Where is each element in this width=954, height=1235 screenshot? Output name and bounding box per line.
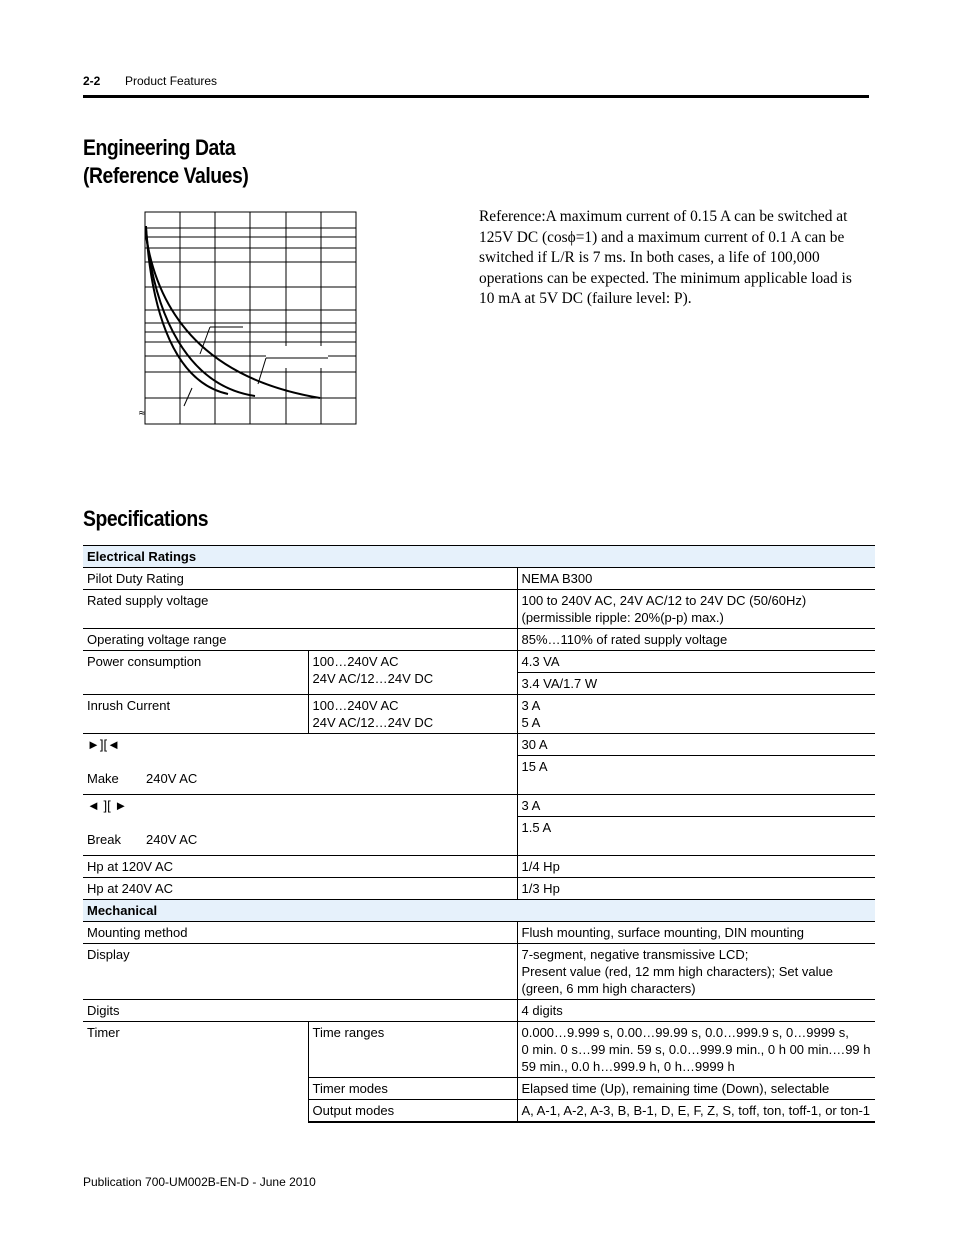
row-value: Elapsed time (Up), remaining time (Down), selectable [517,1078,875,1100]
row-label: Hp at 120V AC [83,856,517,878]
table-row [83,734,875,756]
row-value: 4.3 VA [517,651,875,673]
row-value: 100 to 240V AC, 24V AC/12 to 24V DC (50/60Hz) (permissible ripple: 20%(p-p) max.) [517,590,875,629]
page-number: 2-2 [83,74,101,88]
engineering-heading-line2: (Reference Values) [83,163,249,188]
row-value [517,695,875,734]
table-row [83,568,875,590]
category-title: Electrical Ratings [83,546,875,568]
row-value: 1.5 A [517,817,875,856]
break-cell [83,795,517,856]
sub-line: 24V AC/12…24V DC [312,715,434,730]
table-row [83,856,875,878]
category-mechanical [83,900,875,922]
reference-paragraph: Reference:A maximum current of 0.15 A can be switched at 125V DC (cosϕ=1) and a maximum current of 0.1 A can be switched if L/R is 7 ms. In both cases, a life of 100,000 operations can be expected. The minimum applicable load is 10 mA at 5V DC (failure level: P). [479,208,852,307]
sub-line: 100…240V AC [312,698,399,713]
row-label: Mounting method [83,922,517,944]
table-row [83,651,875,673]
row-value: 3 A [517,795,875,817]
specifications-heading: Specifications [83,506,209,531]
row-label: Inrush Current [83,695,308,734]
value-line: 7-segment, negative transmissive LCD; [521,947,749,962]
spec-table [83,545,875,1123]
sub-line: 100…240V AC [312,654,399,669]
row-sublabel: Time ranges [308,1022,517,1078]
row-sublabel: Output modes [308,1100,517,1123]
engineering-chart [138,206,360,430]
row-value: 30 A [517,734,875,756]
row-sublabel [308,651,517,695]
sub-line: 24V AC/12…24V DC [312,671,434,686]
section-title: Product Features [125,74,218,88]
row-value: 3.4 VA/1.7 W [517,673,875,695]
make-label: Make [87,771,119,786]
row-sublabel: Timer modes [308,1078,517,1100]
category-title: Mechanical [83,900,875,922]
row-label: Rated supply voltage [83,590,517,629]
row-label: Operating voltage range [83,629,517,651]
category-electrical [83,546,875,568]
engineering-heading [83,134,248,190]
table-row [83,695,875,734]
row-label: Hp at 240V AC [83,878,517,900]
table-row [83,922,875,944]
value-line: 0.000…9.999 s, 0.00…99.99 s, 0.0…999.9 s, 0…9999 s, [521,1025,849,1040]
break-label: Break [87,832,121,847]
row-value: 15 A [517,756,875,795]
row-label: Display [83,944,517,1000]
table-row [83,944,875,1000]
make-voltage: 240V AC [146,771,198,786]
row-value [517,1022,875,1078]
value-line: 3 A [521,698,541,713]
make-cell [83,734,517,795]
break-voltage: 240V AC [146,832,198,847]
table-row [83,590,875,629]
break-contact-icon: ◄ ][ ► [87,798,128,813]
row-value: 1/3 Hp [517,878,875,900]
table-row [83,1000,875,1022]
table-row [83,795,875,817]
header-rule [83,95,869,98]
chart-label-mask [266,346,328,368]
row-value: 85%…110% of rated supply voltage [517,629,875,651]
table-row [83,1022,875,1078]
row-label: Pilot Duty Rating [83,568,517,590]
value-line: 0 min. 0 s…99 min. 59 s, 0.0…999.9 min., 0 h 00 min.…99 h 59 min., 0.0 h…999.9 h, 0 h…9999 h [521,1042,871,1074]
axis-break-icon: ≈ [138,408,147,419]
table-row [83,878,875,900]
value-line: 5 A [521,715,541,730]
row-value: 1/4 Hp [517,856,875,878]
publication-footer: Publication 700-UM002B-EN-D - June 2010 [83,1175,316,1189]
row-value: Flush mounting, surface mounting, DIN mounting [517,922,875,944]
value-line: Present value (red, 12 mm high characters); Set value (green, 6 mm high characters) [521,964,833,996]
row-value [517,944,875,1000]
row-sublabel [308,695,517,734]
row-label: Timer [83,1022,308,1123]
row-label: Digits [83,1000,517,1022]
row-value: 4 digits [517,1000,875,1022]
row-value: A, A-1, A-2, A-3, B, B-1, D, E, F, Z, S, toff, ton, toff-1, or ton-1 [517,1100,875,1123]
row-label: Power consumption [83,651,308,695]
table-row [83,629,875,651]
page-header [83,74,218,88]
row-value: NEMA B300 [517,568,875,590]
engineering-heading-line1: Engineering Data [83,135,236,160]
make-contact-icon: ►][◄ [87,737,120,752]
